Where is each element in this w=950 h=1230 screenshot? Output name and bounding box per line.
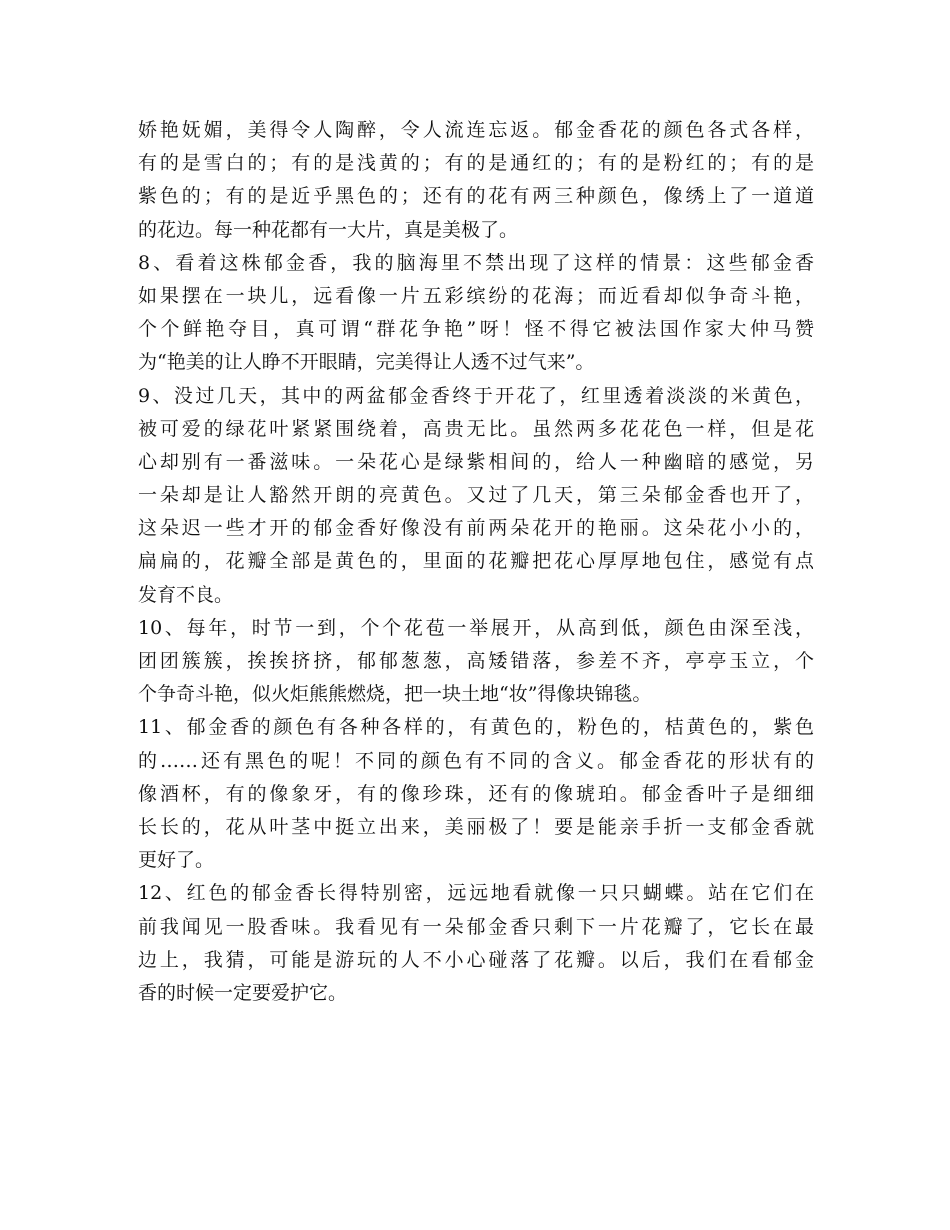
text-line: 前我闻见一股香味。我看见有一朵郁金香只剩下一片花瓣了，它长在最 (138, 915, 814, 938)
text-line: 紫色的；有的是近乎黑色的；还有的花有两三种颜色，像绣上了一道道 (138, 185, 814, 208)
text-line: 香的时候一定要爱护它。 (138, 981, 348, 1004)
text-line: 团团簇簇，挨挨挤挤，郁郁葱葱，高矮错落，参差不齐，亭亭玉立，个 (138, 650, 814, 672)
text-line: 一朵却是让人豁然开朗的亮黄色。又过了几天，第三朵郁金香也开了， (138, 484, 814, 507)
text-line: 个个鲜艳夺目，真可谓“群花争艳”呀！怪不得它被法国作家大仲马赞 (138, 318, 814, 341)
text-line: 个争奇斗艳，似火炬熊熊燃烧，把一块土地“妆”得像块锦毯。 (138, 683, 652, 706)
text-line: 8、看着这株郁金香，我的脑海里不禁出现了这样的情景：这些郁金香 (138, 251, 814, 274)
text-line: 被可爱的绿花叶紧紧围绕着，高贵无比。虽然两多花花色一样，但是花 (138, 417, 814, 440)
text-line: 发育不良。 (138, 583, 234, 606)
document-body (138, 114, 814, 1010)
text-line: 的花边。每一种花都有一大片，真是美极了。 (138, 218, 519, 241)
text-line: 边上，我猜，可能是游玩的人不小心碰落了花瓣。以后，我们在看郁金 (138, 948, 814, 971)
text-line: 的……还有黑色的呢！不同的颜色有不同的含义。郁金香花的形状有的 (138, 749, 814, 772)
text-line: 有的是雪白的；有的是浅黄的；有的是通红的；有的是粉红的；有的是 (138, 152, 814, 175)
text-line: 像酒杯，有的像象牙，有的像珍珠，还有的像琥珀。郁金香叶子是细细 (138, 782, 814, 805)
text-line: 12、红色的郁金香长得特别密，远远地看就像一只只蝴蝶。站在它们在 (138, 882, 814, 905)
text-line: 长长的，花从叶茎中挺立出来，美丽极了！要是能亲手折一支郁金香就 (138, 815, 814, 838)
text-line: 心却别有一番滋味。一朵花心是绿紫相间的，给人一种幽暗的感觉，另 (138, 450, 814, 473)
text-line: 更好了。 (138, 849, 215, 872)
text-line: 10、每年，时节一到，个个花苞一举展开，从高到低，颜色由深至浅， (138, 616, 814, 639)
text-line: 如果摆在一块儿，远看像一片五彩缤纷的花海；而近看却似争奇斗艳， (138, 284, 814, 307)
text-line: 为“艳美的让人睁不开眼睛，完美得让人透不过气来”。 (138, 351, 595, 374)
text-line: 11、郁金香的颜色有各种各样的，有黄色的，粉色的，桔黄色的，紫色 (138, 716, 814, 739)
text-line: 这朵迟一些才开的郁金香好像没有前两朵花开的艳丽。这朵花小小的， (138, 517, 814, 540)
text-line: 娇艳妩媚，美得令人陶醉，令人流连忘返。郁金香花的颜色各式各样， (138, 119, 814, 141)
text-line: 扁扁的，花瓣全部是黄色的，里面的花瓣把花心厚厚地包住，感觉有点 (138, 550, 814, 573)
text-line: 9、没过几天，其中的两盆郁金香终于开花了，红里透着淡淡的米黄色， (138, 384, 814, 407)
